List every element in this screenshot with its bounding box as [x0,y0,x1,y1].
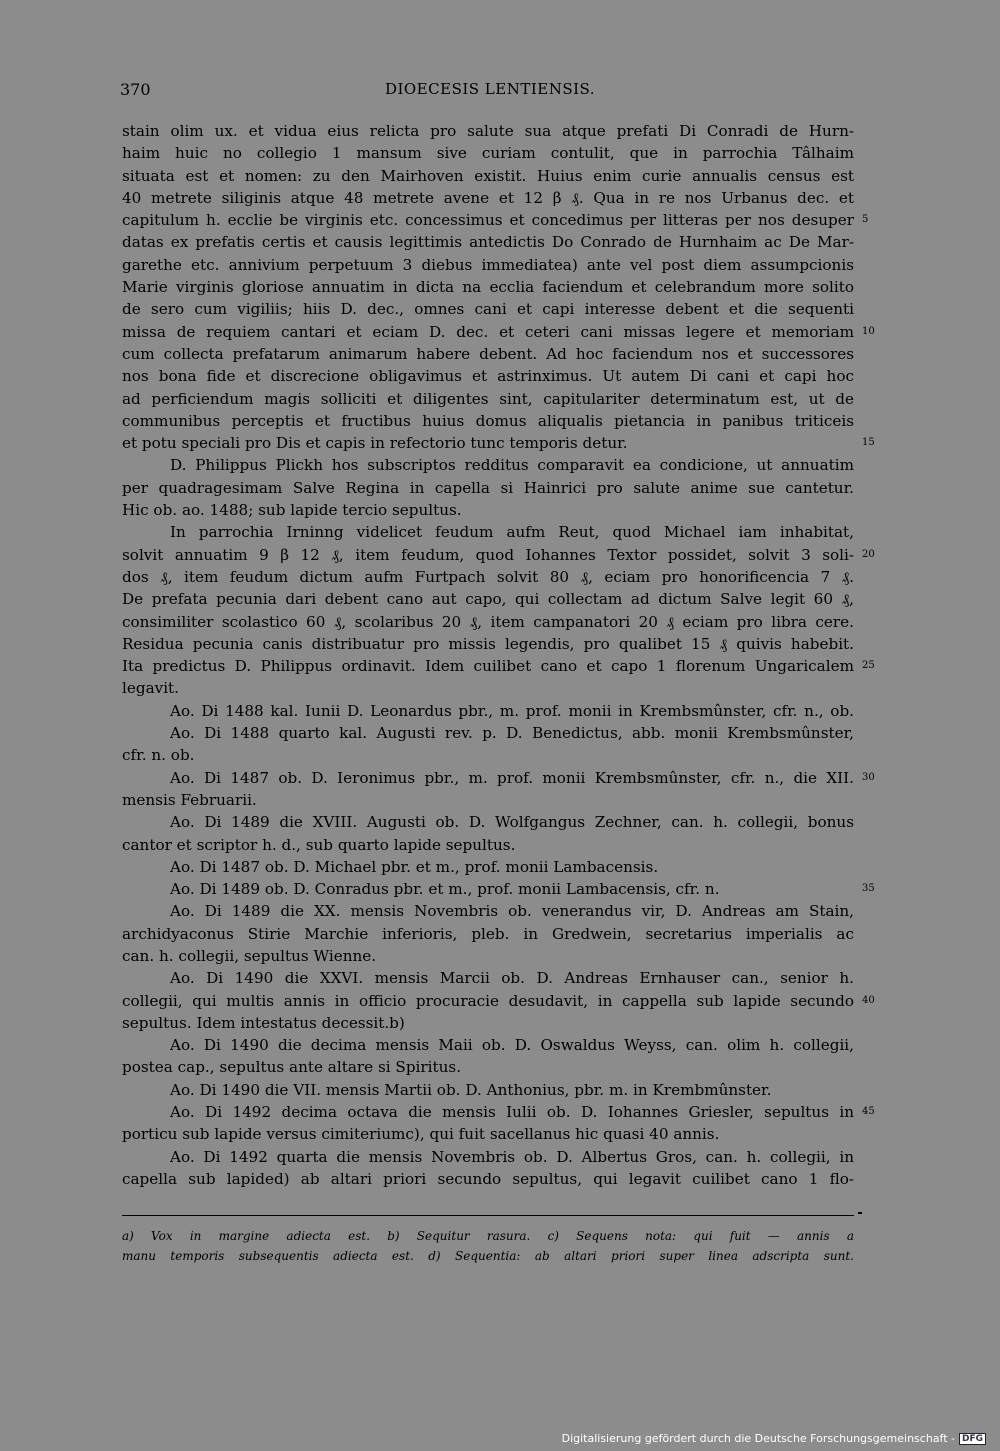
text-line [122,878,875,900]
line-number: 20 [862,548,875,560]
line-text: dos ₰, item feudum dictum aufm Furtpach solvit 80 ₰, eciam pro honorificencia 7 ₰. [122,567,854,586]
text-line [122,722,854,744]
text-line [122,410,854,432]
line-text: mensis Februarii. [122,790,257,809]
line-text: postea cap., sepultus ante altare si Spiritus. [122,1058,462,1077]
text-line [122,1056,854,1078]
text-line [122,945,854,967]
footnote-divider-mark [858,1212,862,1214]
line-text: can. h. collegii, sepultus Wienne. [122,946,377,965]
page-number: 370 [120,80,151,99]
line-text: Ao. Di 1492 decima octava die mensis Iulii ob. D. Iohannes Griesler, sepultus in [170,1103,854,1122]
footnote-line: manu temporis subsequentis adiecta est. d) Sequentia: ab altari priori super linea adscripta sunt. [122,1249,854,1263]
credit-text: Digitalisierung gefördert durch die Deutsche Forschungsgemeinschaft - [561,1432,955,1445]
line-text: Ao. Di 1490 die decima mensis Maii ob. D. Oswaldus Weyss, can. olim h. collegii, [170,1036,854,1055]
line-text: datas ex prefatis certis et causis legittimis antedictis Do Conrado de Hurnhaim ac De Mar- [122,233,854,252]
line-text: Ao. Di 1490 die VII. mensis Martii ob. D. Anthonius, pbr. m. in Krembmûnster. [170,1080,772,1099]
line-number: 40 [862,994,875,1006]
line-text: collegii, qui multis annis in officio procuracie desudavit, in cappella sub lapide secundo [122,991,854,1010]
text-line [122,432,875,454]
text-line [122,499,854,521]
line-text: de sero cum vigiliis; hiis D. dec., omnes cani et capi interesse debent et die sequenti [122,300,854,319]
line-text: capella sub lapided) ab altari priori secundo sepultus, qui legavit cuilibet cano 1 flo- [122,1169,854,1188]
line-text: sepultus. Idem intestatus decessit.b) [122,1013,405,1032]
text-line [122,209,869,231]
text-line [122,298,854,320]
line-text: solvit annuatim 9 β 12 ₰, item feudum, quod Iohannes Textor possidet, solvit 3 soli- [122,545,854,564]
line-text: Ao. Di 1490 die XXVI. mensis Marcii ob. D. Andreas Ernhauser can., senior h. [170,969,854,988]
line-text: 40 metrete siliginis atque 48 metrete avene et 12 β ₰. Qua in re nos Urbanus dec. et [122,188,854,207]
text-line [122,120,854,142]
line-number: 5 [862,214,869,226]
line-text: Ao. Di 1489 die XVIII. Augusti ob. D. Wolfgangus Zechner, can. h. collegii, bonus [170,813,854,832]
text-line [122,388,854,410]
line-text: cfr. n. ob. [122,746,195,765]
text-line [122,142,854,164]
text-line [122,165,854,187]
line-text: consimiliter scolastico 60 ₰, scolaribus 20 ₰, item campanatori 20 ₰ eciam pro libra cere. [122,612,854,631]
line-number: 30 [862,771,875,783]
text-line [122,365,854,387]
text-line [122,990,875,1012]
text-line [122,187,854,209]
line-number: 15 [862,437,875,449]
text-line [122,923,854,945]
dfg-logo: DFG [959,1433,986,1445]
text-line [122,900,854,922]
body-text [122,120,875,1190]
line-text: Residua pecunia canis distribuatur pro missis legendis, pro qualibet 15 ₰ quivis habebit. [122,634,854,653]
text-line [122,1012,854,1034]
text-line [122,677,854,699]
line-text: In parrochia Irninng videlicet feudum aufm Reut, quod Michael iam inhabitat, [170,523,854,542]
line-number: 10 [862,325,875,337]
line-text: situata est et nomen: zu den Mairhoven existit. Huius enim curie annualis census est [122,166,854,185]
text-line [122,454,854,476]
text-line [122,343,854,365]
line-text: Ao. Di 1487 ob. D. Ieronimus pbr., m. prof. monii Krembsmûnster, cfr. n., die XII. [170,768,854,787]
line-text: archidyaconus Stirie Marchie inferioris, pleb. in Gredwein, secretarius imperialis ac [122,924,854,943]
line-text: Hic ob. ao. 1488; sub lapide tercio sepultus. [122,501,462,520]
text-line [122,856,854,878]
line-text: Ita predictus D. Philippus ordinavit. Idem cuilibet cano et capo 1 florenum Ungaricalem [122,657,854,676]
text-line [122,1168,854,1190]
text-line [122,321,875,343]
line-text: cantor et scriptor h. d., sub quarto lapide sepultus. [122,835,516,854]
digitization-credit [562,1432,986,1445]
line-number: 25 [862,660,875,672]
line-text: stain olim ux. et vidua eius relicta pro salute sua atque prefati Di Conradi de Hurn- [122,122,854,140]
line-text: nos bona fide et discrecione obligavimus et astrinximus. Ut autem Di cani et capi hoc [122,367,854,386]
line-text: Ao. Di 1487 ob. D. Michael pbr. et m., prof. monii Lambacensis. [170,857,659,876]
line-text: garethe etc. annivium perpetuum 3 diebus immediatea) ante vel post diem assumpcionis [122,255,854,274]
line-text: cum collecta prefatarum animarum habere debent. Ad hoc faciendum nos et successores [122,344,854,363]
line-text: Ao. Di 1492 quarta die mensis Novembris ob. D. Albertus Gros, can. h. collegii, in [170,1147,854,1166]
page-header [120,80,860,102]
line-number: 45 [862,1106,875,1118]
line-text: Ao. Di 1488 quarto kal. Augusti rev. p. D. Benedictus, abb. monii Krembsmûnster, [170,724,854,743]
line-text: De prefata pecunia dari debent cano aut capo, qui collectam ad dictum Salve legit 60 ₰, [122,590,854,609]
text-line [122,611,854,633]
text-line [122,544,875,566]
text-line [122,744,854,766]
text-line [122,521,854,543]
line-text: haim huic no collegio 1 mansum sive curiam contulit, que in parrochia Tâlhaim [122,144,854,163]
footnote-line: a) Vox in margine adiecta est. b) Sequitur rasura. c) Sequens nota: qui fuit — annis a [122,1229,854,1243]
line-text: Marie virginis gloriose annuatim in dicta na ecclia faciendum et celebrandum more solito [122,278,854,297]
text-line [122,1101,875,1123]
text-line [122,767,875,789]
text-line [122,655,875,677]
text-line [122,1123,854,1145]
text-line [122,1079,854,1101]
line-text: ad perficiendum magis solliciti et diligentes sint, capitulariter determinatum est, ut de [122,389,854,408]
text-line [122,700,854,722]
line-text: missa de requiem cantari et eciam D. dec. et ceteri cani missas legere et memoriam [122,322,854,341]
line-number: 35 [862,883,875,895]
text-line [122,834,854,856]
text-line [122,231,854,253]
text-line [122,254,854,276]
text-line [122,276,854,298]
text-line [122,477,854,499]
line-text: Ao. Di 1488 kal. Iunii D. Leonardus pbr., m. prof. monii in Krembsmûnster, cfr. n., ob. [170,701,854,720]
text-line [122,811,854,833]
running-head: DIOECESIS LENTIENSIS. [384,80,596,98]
line-text: communibus perceptis et fructibus huius domus aliqualis pietancia in panibus triticeis [122,411,854,430]
line-text: Ao. Di 1489 die XX. mensis Novembris ob. venerandus vir, D. Andreas am Stain, [170,902,854,921]
line-text: porticu sub lapide versus cimiteriumc), qui fuit sacellanus hic quasi 40 annis. [122,1125,720,1144]
text-line [122,789,854,811]
text-line [122,1146,854,1168]
footnotes [122,1226,854,1266]
line-text: Ao. Di 1489 ob. D. Conradus pbr. et m., prof. monii Lambacensis, cfr. n. [170,880,720,899]
text-line [122,633,854,655]
line-text: et potu speciali pro Dis et capis in refectorio tunc temporis detur. [122,434,628,453]
text-line [122,1034,854,1056]
line-text: capitulum h. ecclie be virginis etc. concessimus et concedimus per litteras per nos desuper [122,211,854,230]
line-text: per quadragesimam Salve Regina in capella si Hainrici pro salute anime sue cantetur. [122,478,854,497]
text-line [122,566,854,588]
text-line [122,967,854,989]
line-text: legavit. [122,679,179,698]
footnote-divider [122,1215,854,1216]
line-text: D. Philippus Plickh hos subscriptos redditus comparavit ea condicione, ut annuatim [170,456,854,475]
text-line [122,588,854,610]
